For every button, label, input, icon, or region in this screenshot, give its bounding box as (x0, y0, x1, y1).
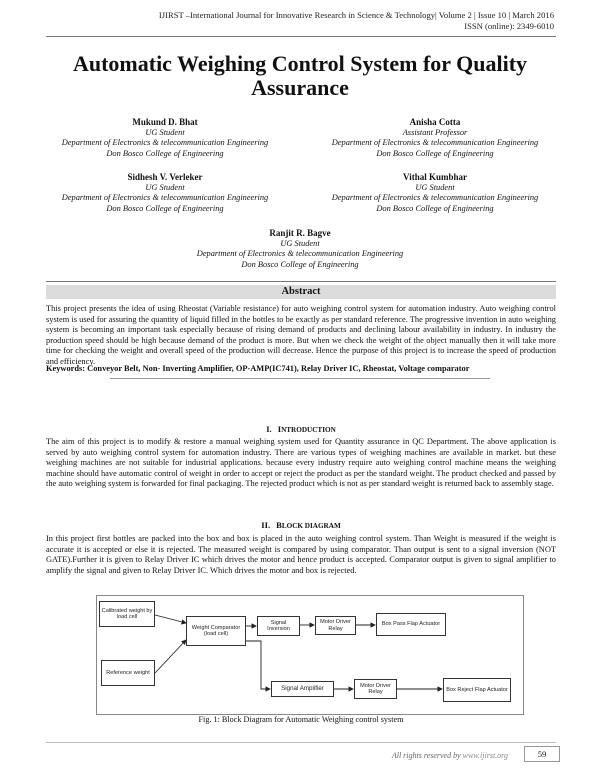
signal-amplifier-block: Signal Amplifier (271, 681, 334, 697)
footer-rule (46, 742, 556, 743)
motor-driver-relay-top-block: Motor Driver Relay (315, 616, 356, 635)
author-block (40, 172, 290, 214)
author-block (305, 117, 565, 159)
arrow-reference-to-comparator (155, 640, 186, 673)
reference-weight-block: Reference weight (101, 660, 155, 686)
author-role: UG Student (145, 182, 185, 192)
issn-line: ISSN (online): 2349-6010 (464, 21, 554, 31)
author-dept: Department of Electronics & telecommunication Engineering (331, 193, 539, 202)
weight-comparator-block: Weight Comparator (load cell) (186, 616, 246, 646)
author-dept: Department of Electronics & telecommunication Engineering (61, 193, 269, 202)
author-name: Sidhesh V. Verleker (127, 172, 203, 182)
author-college: Don Bosco College of Engineering (106, 203, 224, 213)
section-number: I. (266, 424, 272, 434)
rights-text: All rights reserved by (391, 751, 461, 760)
author-block (150, 228, 450, 270)
block-diagram (96, 595, 524, 715)
page-number: 59 (524, 746, 560, 762)
author-name: Anisha Cotta (409, 117, 461, 127)
abstract-rule (46, 281, 556, 282)
author-dept: Department of Electronics & telecommunication Engineering (196, 249, 404, 258)
author-block (40, 117, 290, 159)
motor-driver-relay-bottom-block: Motor Driver Relay (354, 679, 397, 699)
section-title-rest: LOCK DIAGRAM (281, 522, 341, 530)
section-heading-block-diagram (46, 520, 556, 532)
box-reject-flap-block: Box Reject Flap Actuator (443, 678, 511, 702)
arrow-calibrated-to-comparator (155, 615, 186, 623)
journal-line: IJIRST –International Journal for Innovative Research in Science & Technology| Volume 2 | Issue 10 | March 2016 (158, 10, 554, 20)
introduction-text: The aim of this project is to modify & restore a manual weighing system used for Quantity assurance in QC Department. The above application is served by auto weighing control system for automation industry. There are various types of weighing machines are available in market. but these weighing machines are not suitable for industrial applications. because every industry require auto weighing control machine means the weighing machine should have automatic control of weight in order to accept or reject the product as per the standard weight. The product checked and passed by the auto weighing system is forwarded for final packaging. The rejected product which is not as per standard weight is returned back to assembly stage. (46, 437, 556, 488)
author-name: Mukund D. Bhat (132, 117, 198, 127)
section-initial: I (277, 424, 282, 434)
signal-inversion-block: Signal Inversion (257, 616, 300, 636)
journal-header (159, 10, 554, 32)
author-role: UG Student (145, 127, 185, 137)
section-heading-introduction (46, 424, 556, 436)
keywords-rule (110, 378, 490, 379)
author-name: Ranjit R. Bagve (269, 228, 331, 238)
keywords-line: Keywords: Conveyor Belt, Non- Inverting Amplifier, OP-AMP(IC741), Relay Driver IC, Rheostat, Voltage comparator (46, 364, 470, 373)
abstract-heading: Abstract (46, 285, 556, 299)
author-block (305, 172, 565, 214)
section-number: II. (261, 520, 271, 530)
header-rule (46, 36, 556, 37)
author-dept: Department of Electronics & telecommunication Engineering (331, 138, 539, 147)
footer-rights (392, 751, 508, 760)
block-diagram-text: In this project first bottles are packed into the box and box is placed in the auto weighing control system. Than Weight is measured if the weight is accurate it is accepted or else it is rejected. The measured weight is compared by using comparator. Than output is sent to a signal inversion (NOT GATE).Further it is given to Relay Driver IC which drives the motor and hence product is accepted. Comparator output is given to signal amplifier to amplify the signal and given to Relay Driver IC. Which drives the motor and box is rejected. (46, 534, 556, 575)
author-name: Vithal Kumbhar (403, 172, 467, 182)
author-dept: Department of Electronics & telecommunication Engineering (61, 138, 269, 147)
author-college: Don Bosco College of Engineering (376, 148, 494, 158)
author-college: Don Bosco College of Engineering (106, 148, 224, 158)
paper-title: Automatic Weighing Control System for Quality Assurance (72, 51, 528, 100)
author-role: UG Student (415, 182, 455, 192)
calibrated-weight-block: Calibrated weight by load cell (99, 601, 155, 627)
figure-caption: Fig. 1: Block Diagram for Automatic Weighing control system (198, 715, 404, 724)
author-college: Don Bosco College of Engineering (376, 203, 494, 213)
author-role: UG Student (280, 238, 320, 248)
author-college: Don Bosco College of Engineering (241, 259, 359, 269)
section-initial: B (276, 520, 282, 530)
author-role: Assistant Professor (402, 127, 468, 137)
box-pass-flap-block: Box Pass Flap Actuator (376, 613, 446, 636)
abstract-text: This project presents the idea of using Rheostat (Variable resistance) for auto weighing control system for automation industry. Auto weighing control system is used for assuring the quantity of liquid filled in the bottles to be exactly as per standard reference. The progressive invention in auto weighing system is becoming an important task especially because of rising demand of products and declining labour availability in industry. In industry the production speed should be high because demand of the product is more. But when we check the weight of the object manually then it will take more time for checking the weight and overall speed of the production will decrease. Hence the purpose of this project is to increase the speed of production and efficiency. (46, 304, 556, 366)
site-link[interactable]: www.ijirst.org (462, 751, 508, 760)
section-title-rest: NTRODUCTION (281, 426, 336, 434)
arrow-comparator-to-amplifier (246, 641, 270, 689)
